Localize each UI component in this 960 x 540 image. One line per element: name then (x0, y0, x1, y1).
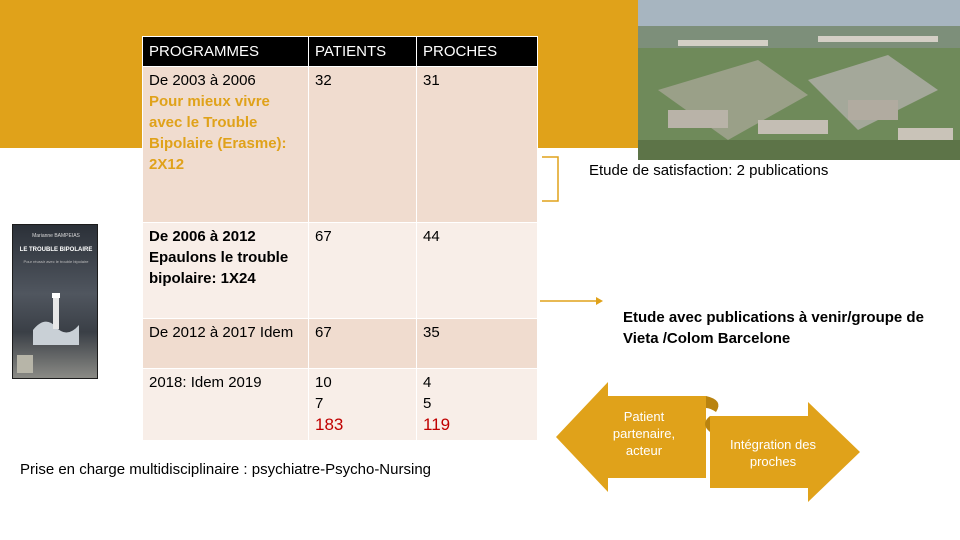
patients-cell: 67 (309, 223, 417, 319)
proches-cell: 44 (417, 223, 538, 319)
book-subtitle: Pour réussir avec le trouble bipolaire (23, 259, 89, 264)
multidisciplinary-caption: Prise en charge multidisciplinaire : psychiatre-Psycho-Nursing (20, 461, 431, 478)
bracket-icon (540, 155, 562, 203)
program-cell: De 2006 à 2012 Epaulons le trouble bipolaire: 1X24 (143, 223, 309, 319)
patients-cell (309, 369, 417, 441)
patients-total: 183 (315, 415, 344, 434)
proches-value: 4 (423, 374, 432, 391)
header-programmes: PROGRAMMES (143, 37, 309, 67)
patients-value: 10 (315, 374, 332, 391)
program-cell (143, 67, 309, 223)
integration-label: Intégration des proches (729, 437, 816, 469)
program-cell: 2018: Idem 2019 (143, 369, 309, 441)
programmes-table (142, 36, 538, 441)
patient-label: Patient partenaire, acteur (612, 409, 676, 458)
proches-cell: 31 (417, 67, 538, 223)
proches-cell: 35 (417, 319, 538, 369)
header-patients: PATIENTS (309, 37, 417, 67)
table-row (143, 369, 538, 441)
patients-value: 7 (315, 395, 324, 412)
satisfaction-text: Etude de satisfaction: 2 publications (589, 162, 829, 179)
patients-cell: 67 (309, 319, 417, 369)
table-row (143, 223, 538, 319)
right-arrow-icon (540, 295, 604, 307)
patients-cell: 32 (309, 67, 417, 223)
table-header-row (143, 37, 538, 67)
proches-cell (417, 369, 538, 441)
vieta-study-text: Etude avec publications à venir/groupe de Vieta /Colom Barcelone (623, 309, 924, 347)
book-title: LE TROUBLE BIPOLAIRE (19, 247, 93, 253)
table-row (143, 67, 538, 223)
program-name: Pour mieux vivre avec le Trouble Bipolaire (Erasme): 2X12 (149, 93, 287, 173)
table-row (143, 319, 538, 369)
publisher-logo (17, 355, 33, 373)
program-cell: De 2012 à 2017 Idem (143, 319, 309, 369)
program-period: De 2003 à 2006 (149, 72, 256, 89)
book-author: Marianne BAMPEIAS (32, 233, 80, 239)
header-proches: PROCHES (417, 37, 538, 67)
lighthouse-icon (33, 285, 79, 345)
book-cover-image (12, 224, 98, 379)
proches-value: 5 (423, 395, 432, 412)
aerial-photo (638, 0, 960, 160)
proches-total: 119 (423, 415, 451, 434)
